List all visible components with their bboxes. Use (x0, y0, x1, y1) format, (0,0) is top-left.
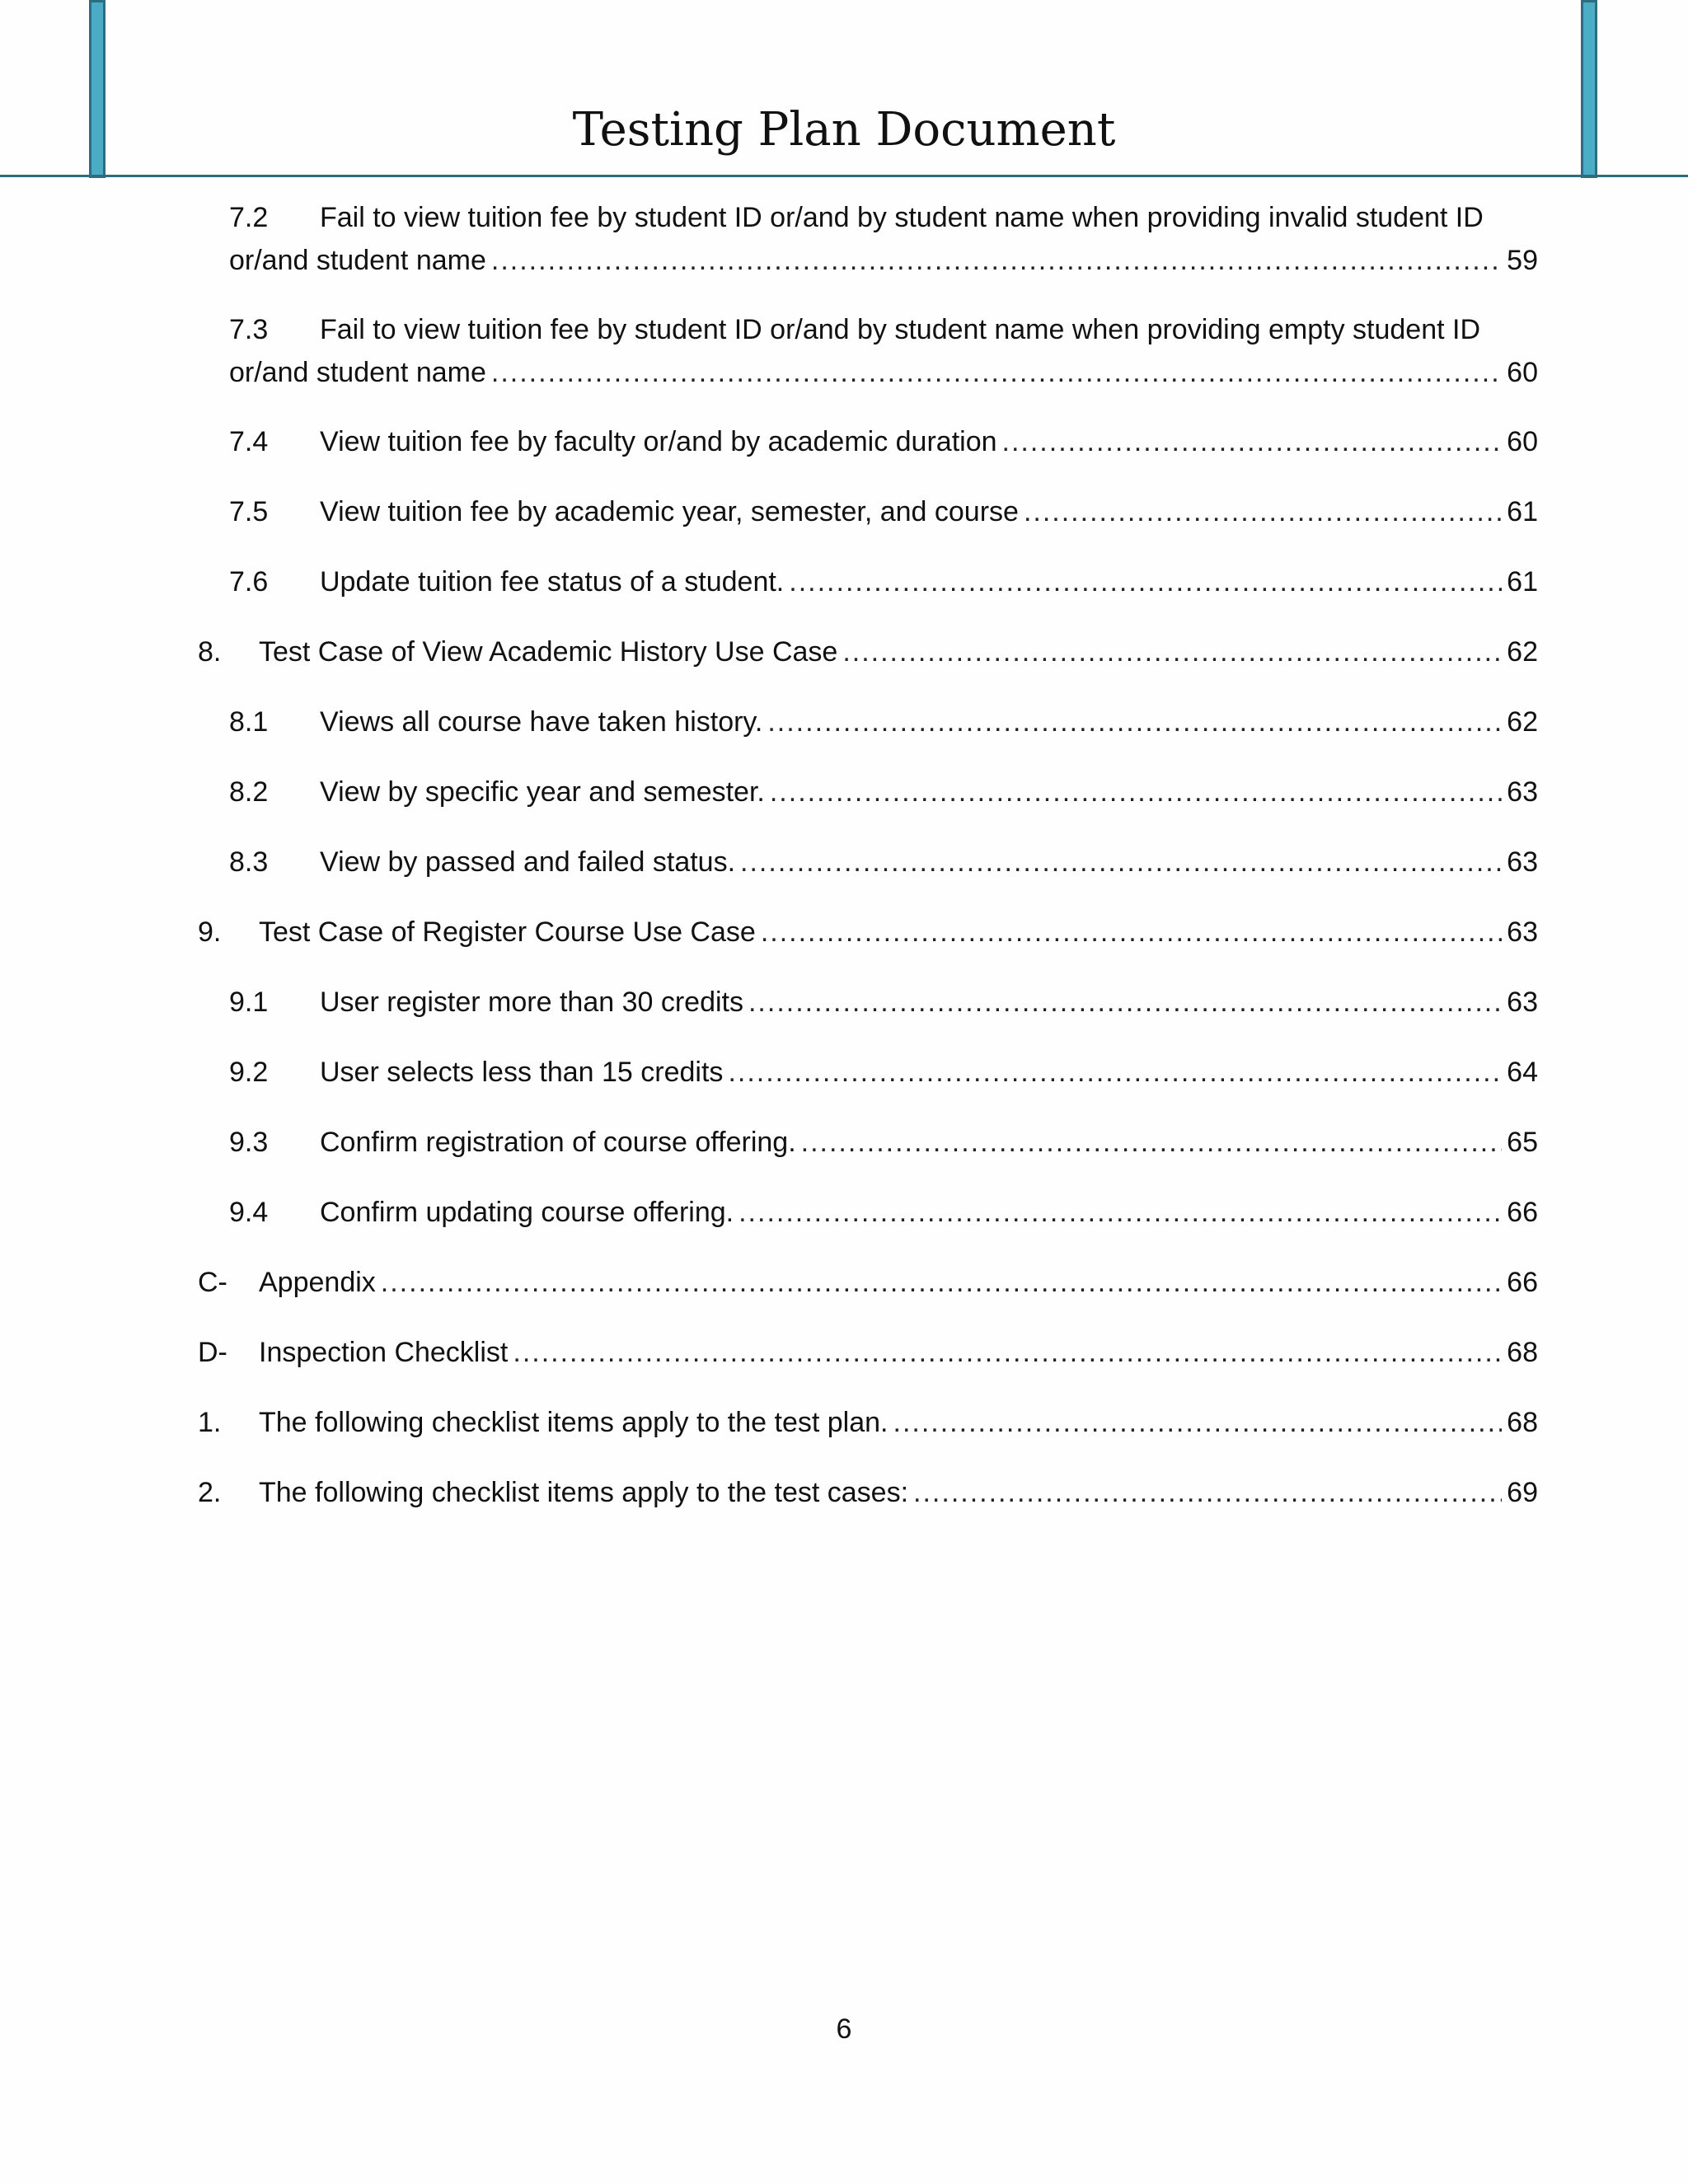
toc-entry-number: 2. (198, 1477, 222, 1508)
dot-leader (767, 701, 1502, 743)
toc-entry-number: 8. (198, 636, 222, 668)
toc-entry-7-2[interactable] (229, 196, 1538, 282)
dot-leader (728, 1051, 1502, 1094)
toc-entry-text: User register more than 30 credits (320, 987, 743, 1018)
toc-page-number: 62 (1507, 636, 1538, 668)
dot-leader (748, 981, 1502, 1024)
dot-leader (770, 771, 1502, 813)
toc-entry-8-1[interactable] (229, 701, 1538, 743)
toc-page-number: 62 (1507, 706, 1538, 738)
toc-page-number: 63 (1507, 776, 1538, 808)
toc-entry-7-6[interactable] (229, 560, 1538, 603)
toc-entry-9-3[interactable] (229, 1121, 1538, 1164)
dot-leader (801, 1121, 1503, 1164)
toc-entry-text: View by specific year and semester. (320, 776, 765, 808)
toc-page-number: 68 (1507, 1407, 1538, 1438)
toc-page-number: 61 (1507, 566, 1538, 598)
toc-entry-number: 9.1 (229, 987, 269, 1018)
dot-leader (842, 630, 1502, 673)
toc-entry-7-5[interactable] (229, 490, 1538, 533)
toc-entry-appendix[interactable] (198, 1261, 1538, 1304)
toc-entry-text: Test Case of Register Course Use Case (259, 916, 756, 948)
dot-leader (893, 1401, 1503, 1444)
toc-page-number: 68 (1507, 1337, 1538, 1368)
header-rule (0, 175, 1688, 177)
toc-entry-number: 8.3 (229, 846, 269, 878)
toc-page-number: 63 (1507, 987, 1538, 1018)
toc-entry-9-2[interactable] (229, 1051, 1538, 1094)
toc-entry-number: 8.1 (229, 706, 269, 738)
toc-entry-7-4[interactable] (229, 420, 1538, 463)
toc-page-number: 63 (1507, 846, 1538, 878)
toc-entry-8-3[interactable] (229, 841, 1538, 883)
toc-entry-9-1[interactable] (229, 981, 1538, 1024)
toc-entry-text: Confirm updating course offering. (320, 1197, 734, 1228)
toc-entry-number: 7.6 (229, 566, 269, 598)
toc-entry-text: The following checklist items apply to the test cases: (259, 1477, 909, 1508)
dot-leader (913, 1471, 1502, 1514)
toc-entry-checklist-test-cases[interactable] (198, 1471, 1538, 1514)
toc-entry-9[interactable] (198, 911, 1538, 954)
dot-leader (491, 239, 1502, 282)
toc-entry-text: Fail to view tuition fee by student ID or/and by student name when providing empty student ID (320, 314, 1480, 345)
toc-entry-text: Update tuition fee status of a student. (320, 566, 785, 598)
toc-entry-text: Fail to view tuition fee by student ID or/and by student name when providing invalid student ID (320, 202, 1484, 233)
toc-entry-text: View tuition fee by faculty or/and by academic duration (320, 426, 997, 457)
dot-leader (789, 560, 1502, 603)
toc-entry-number: 7.4 (229, 426, 269, 457)
dot-leader (381, 1261, 1502, 1304)
toc-entry-text-continued: or/and student name (229, 245, 486, 276)
toc-page-number: 60 (1507, 426, 1538, 457)
toc-entry-number: 1. (198, 1407, 222, 1438)
toc-entry-text: Test Case of View Academic History Use Case (259, 636, 838, 668)
dot-leader (738, 1191, 1502, 1234)
toc-entry-number: 9. (198, 916, 222, 948)
dot-leader (1002, 420, 1503, 463)
toc-entry-number: 9.3 (229, 1127, 269, 1158)
toc-entry-checklist-test-plan[interactable] (198, 1401, 1538, 1444)
toc-entry-text: Appendix (259, 1267, 376, 1298)
toc-entry-number: C- (198, 1267, 227, 1298)
toc-entry-text: The following checklist items apply to the test plan. (259, 1407, 889, 1438)
toc-entry-number: 8.2 (229, 776, 269, 808)
toc-page-number: 60 (1507, 357, 1538, 388)
toc-entry-8[interactable] (198, 630, 1538, 673)
page-number: 6 (836, 2013, 852, 2045)
toc-page-number: 66 (1507, 1197, 1538, 1228)
document-title: Testing Plan Document (572, 103, 1116, 157)
dot-leader (1024, 490, 1502, 533)
toc-entry-text-continued: or/and student name (229, 357, 486, 388)
toc-page-number: 65 (1507, 1127, 1538, 1158)
toc-page-number: 64 (1507, 1057, 1538, 1088)
dot-leader (740, 841, 1502, 883)
toc-entry-text: Confirm registration of course offering. (320, 1127, 796, 1158)
toc-page-number: 63 (1507, 916, 1538, 948)
dot-leader (761, 911, 1502, 954)
toc-entry-7-3[interactable] (229, 308, 1538, 394)
dot-leader (491, 351, 1502, 394)
dot-leader (513, 1331, 1502, 1374)
toc-entry-number: 7.5 (229, 496, 269, 527)
toc-entry-9-4[interactable] (229, 1191, 1538, 1234)
toc-entry-number: D- (198, 1337, 227, 1368)
toc-entry-number: 7.3 (229, 314, 269, 345)
toc-entry-text: Inspection Checklist (259, 1337, 509, 1368)
toc-entry-number: 9.2 (229, 1057, 269, 1088)
toc-entry-text: View by passed and failed status. (320, 846, 736, 878)
toc-entry-inspection-checklist[interactable] (198, 1331, 1538, 1374)
toc-entry-text: Views all course have taken history. (320, 706, 763, 738)
toc-entry-number: 7.2 (229, 202, 269, 233)
toc-page-number: 69 (1507, 1477, 1538, 1508)
toc-page-number: 66 (1507, 1267, 1538, 1298)
toc-entry-number: 9.4 (229, 1197, 269, 1228)
toc-entry-text: User selects less than 15 credits (320, 1057, 724, 1088)
toc-entry-8-2[interactable] (229, 771, 1538, 813)
toc-entry-text: View tuition fee by academic year, semester, and course (320, 496, 1019, 527)
toc-page-number: 59 (1507, 245, 1538, 276)
toc-page-number: 61 (1507, 496, 1538, 527)
